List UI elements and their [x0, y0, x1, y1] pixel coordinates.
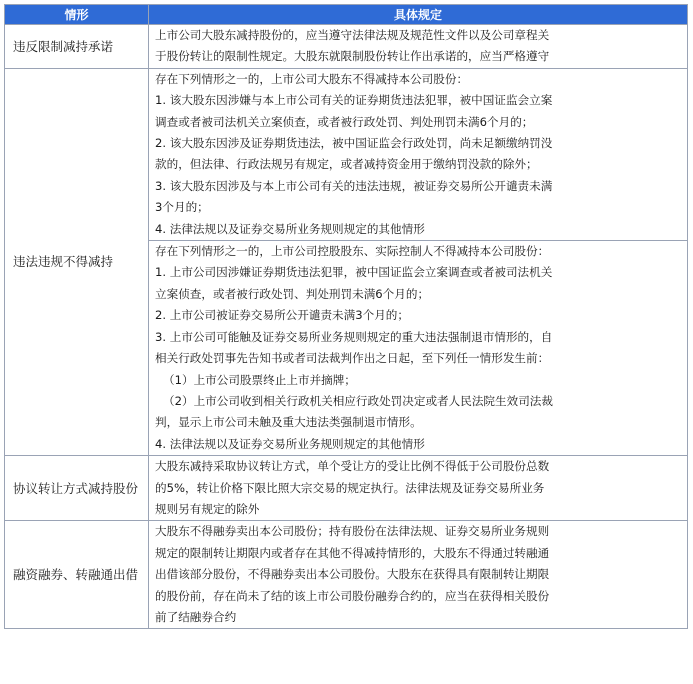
provision-line: 规定的限制转让期限内或者存在其他不得减持情形的，大股东不得通过转融通 — [155, 545, 550, 560]
provision-line: 4. 法律法规以及证券交易所业务规则规定的其他情形 — [155, 436, 425, 451]
table-header-row — [5, 5, 688, 25]
provision-line: 出借该部分股份，不得融券卖出本公司股份。大股东在获得具有限制转让期限 — [155, 567, 550, 582]
provision-line: 4. 法律法规以及证券交易所业务规则规定的其他情形 — [155, 221, 425, 236]
provision-cell — [149, 68, 688, 455]
provision-line: 判，显示上市公司未触及重大违法类强制退市情形。 — [155, 415, 422, 430]
provision-cell — [149, 521, 688, 629]
provision-line: 3. 上市公司可能触及证券交易所业务规则规定的重大违法强制退市情形的，自 — [155, 329, 553, 344]
provision-line: 3. 该大股东因涉及与本上市公司有关的违法违规，被证券交易所公开谴责未满 — [155, 178, 553, 193]
category-cell — [5, 456, 149, 521]
provision-block — [149, 240, 687, 455]
provision-line: 上市公司大股东减持股份的，应当遵守法律法规及规范性文件以及公司章程关 — [155, 28, 550, 42]
provision-line: 调查或者被司法机关立案侦查，或者被行政处罚、判处刑罚未满6个月的； — [155, 114, 534, 129]
provision-line: 1. 上市公司因涉嫌证券期货违法犯罪，被中国证监会立案调查或者被司法机关 — [155, 265, 553, 280]
header-provisions: 具体规定 — [149, 5, 688, 25]
provision-line: 前了结融券合约 — [155, 609, 237, 624]
category-label: 协议转让方式减持股份 — [13, 480, 139, 496]
provision-block — [149, 25, 687, 68]
provision-cell — [149, 456, 688, 521]
provision-line: 相关行政处罚事先告知书或者司法裁判作出之日起，至下列任一情形发生前： — [155, 351, 550, 366]
provision-block — [149, 456, 687, 520]
provision-line: 2. 该大股东因涉及证券期货违法，被中国证监会行政处罚，尚未足额缴纳罚没 — [155, 136, 553, 151]
table-row — [5, 68, 688, 455]
provision-line: 存在下列情形之一的，上市公司控股股东、实际控制人不得减持本公司股份： — [155, 244, 550, 259]
table-row — [5, 456, 688, 521]
provision-line: （2）上市公司收到相关行政机关相应行政处罚决定或者人民法院生效司法裁 — [163, 393, 553, 408]
provision-line: 2. 上市公司被证券交易所公开谴责未满3个月的； — [155, 308, 409, 323]
table-row — [5, 25, 688, 69]
provision-block — [149, 521, 687, 628]
provision-line: 存在下列情形之一的，上市公司大股东不得减持本公司股份： — [155, 71, 469, 86]
category-cell — [5, 25, 149, 69]
category-cell — [5, 521, 149, 629]
provision-line: 的5%，转让价格下限比照大宗交易的规定执行。法律法规及证券交易所业务 — [155, 480, 545, 495]
category-label: 融资融券、转融通出借 — [13, 567, 139, 583]
header-situation: 情形 — [5, 5, 149, 25]
provision-line: 于股份转让的限制性规定。大股东就限制股份转让作出承诺的，应当严格遵守 — [155, 49, 550, 64]
provision-line: 的股份前，存在尚未了结的该上市公司股份融券合约的，应当在获得相关股份 — [155, 588, 550, 603]
provision-line: 3个月的； — [155, 200, 209, 215]
provision-line: 立案侦查，或者被行政处罚、判处刑罚未满6个月的； — [155, 286, 430, 301]
regulation-table — [4, 4, 688, 629]
category-label: 违反限制减持承诺 — [13, 38, 114, 54]
provision-block — [149, 69, 687, 240]
provision-line: 1. 该大股东因涉嫌与本上市公司有关的证券期货违法犯罪，被中国证监会立案 — [155, 93, 553, 108]
table-row — [5, 521, 688, 629]
category-cell — [5, 68, 149, 455]
provision-line: （1）上市公司股票终止上市并摘牌； — [163, 372, 356, 387]
category-label: 违法违规不得减持 — [13, 254, 114, 270]
provision-line: 大股东减持采取协议转让方式，单个受让方的受让比例不得低于公司股份总数 — [155, 459, 550, 474]
provision-cell — [149, 25, 688, 69]
provision-line: 款的，但法律、行政法规另有规定，或者减持资金用于缴纳罚没款的除外； — [155, 157, 538, 172]
provision-line: 规则另有规定的除外 — [155, 501, 260, 516]
provision-line: 大股东不得融券卖出本公司股份；持有股份在法律法规、证券交易所业务规则 — [155, 524, 550, 539]
